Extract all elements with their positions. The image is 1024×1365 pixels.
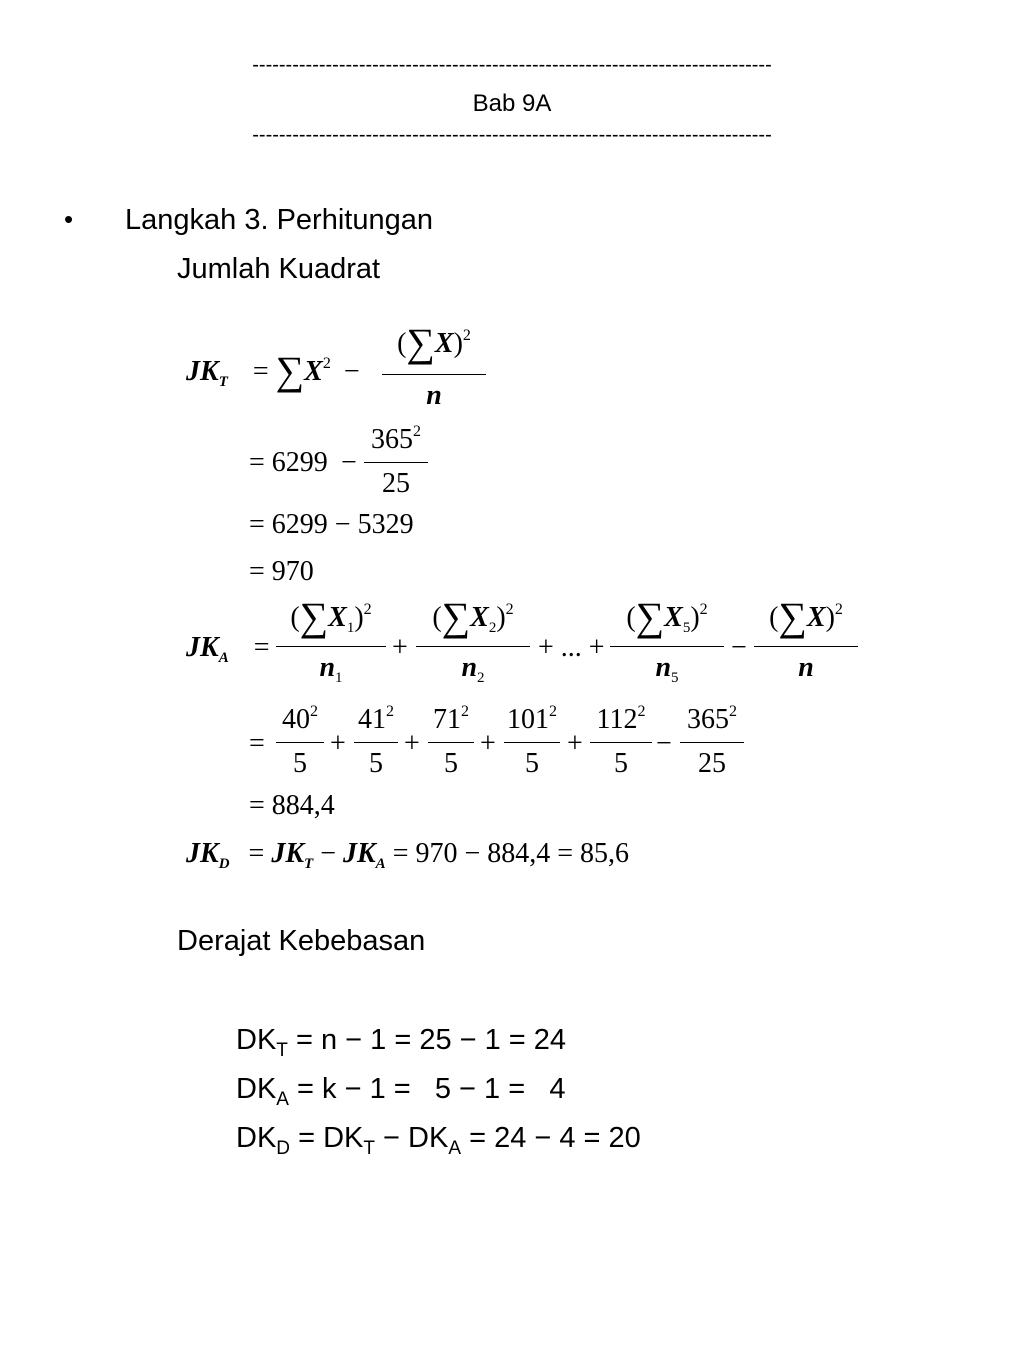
jka-value-2: $41^2$ 5 [354, 704, 398, 784]
jka-value-6: $365^2$ 25 [680, 704, 744, 784]
jkt-line2: = 6299 [249, 447, 328, 478]
header-rule-top: ------------------------------------------------------------------------------ [252, 54, 772, 76]
dk-row-d: $DK_D = DK_T - DK_A = 24 - 4 = 20$ [236, 1122, 641, 1159]
plus-sign: + [392, 632, 408, 663]
jka-value-3: $71^2$ 5 [428, 704, 474, 784]
plus-sign: + [480, 728, 496, 759]
dk-row-t: $DK_T = n - 1 = 25 - 1 = 24$ [236, 1024, 567, 1061]
minus-sign: − [656, 728, 672, 759]
jkt-line3: = 6299 − 5329 [249, 509, 414, 540]
page-title: Bab 9A [472, 90, 552, 117]
jka-value-5: $112^2$ 5 [590, 704, 652, 784]
jka-term-5: $(\sum X_5)^2$ $n_5$ [610, 602, 724, 686]
step-subtitle: Jumlah Kuadrat [177, 253, 381, 285]
header-rule-bottom: ------------------------------------------------------------------------------ [252, 124, 772, 146]
plus-sign: + [330, 728, 346, 759]
equals-sign: = [249, 728, 265, 759]
jka-term-total: $(\sum X)^2$ n [754, 602, 858, 686]
jkt-line4: = 970 [249, 556, 314, 587]
jka-term-1: $(\sum X_1)^2$ $n_1$ [276, 602, 386, 686]
jka-lhs: $JK_A$ = [186, 632, 270, 666]
jka-term-2: $(\sum X_2)^2$ $n_2$ [416, 602, 530, 686]
ellipsis: + ... + [538, 632, 605, 663]
bullet: • [64, 204, 74, 234]
jkt-line2-fraction: $365^2$ 25 [364, 424, 428, 504]
step-title: Langkah 3. Perhitungan [125, 204, 433, 236]
plus-sign: + [567, 728, 583, 759]
minus-sign: − [341, 447, 357, 478]
minus-sign: − [731, 632, 747, 663]
jkt-fraction: $(\sum X)^2$ n [382, 328, 486, 412]
jka-value-1: $40^2$ 5 [276, 704, 324, 784]
dk-row-a: $DK_A = k - 1 = 5 - 1 = 4$ [236, 1073, 566, 1110]
jka-result: = 884,4 [249, 790, 335, 821]
plus-sign: + [404, 728, 420, 759]
jkt-lhs: $JK_T = \sum X^2$ − [186, 348, 360, 393]
dk-title: Derajat Kebebasan [177, 925, 426, 957]
sigma-symbol: ∑ [275, 348, 305, 393]
jkd-line: $JK_D = JK_T - JK_A = 970 - 884,4 = 85,6$ [186, 838, 630, 872]
jka-value-4: $101^2$ 5 [504, 704, 560, 784]
